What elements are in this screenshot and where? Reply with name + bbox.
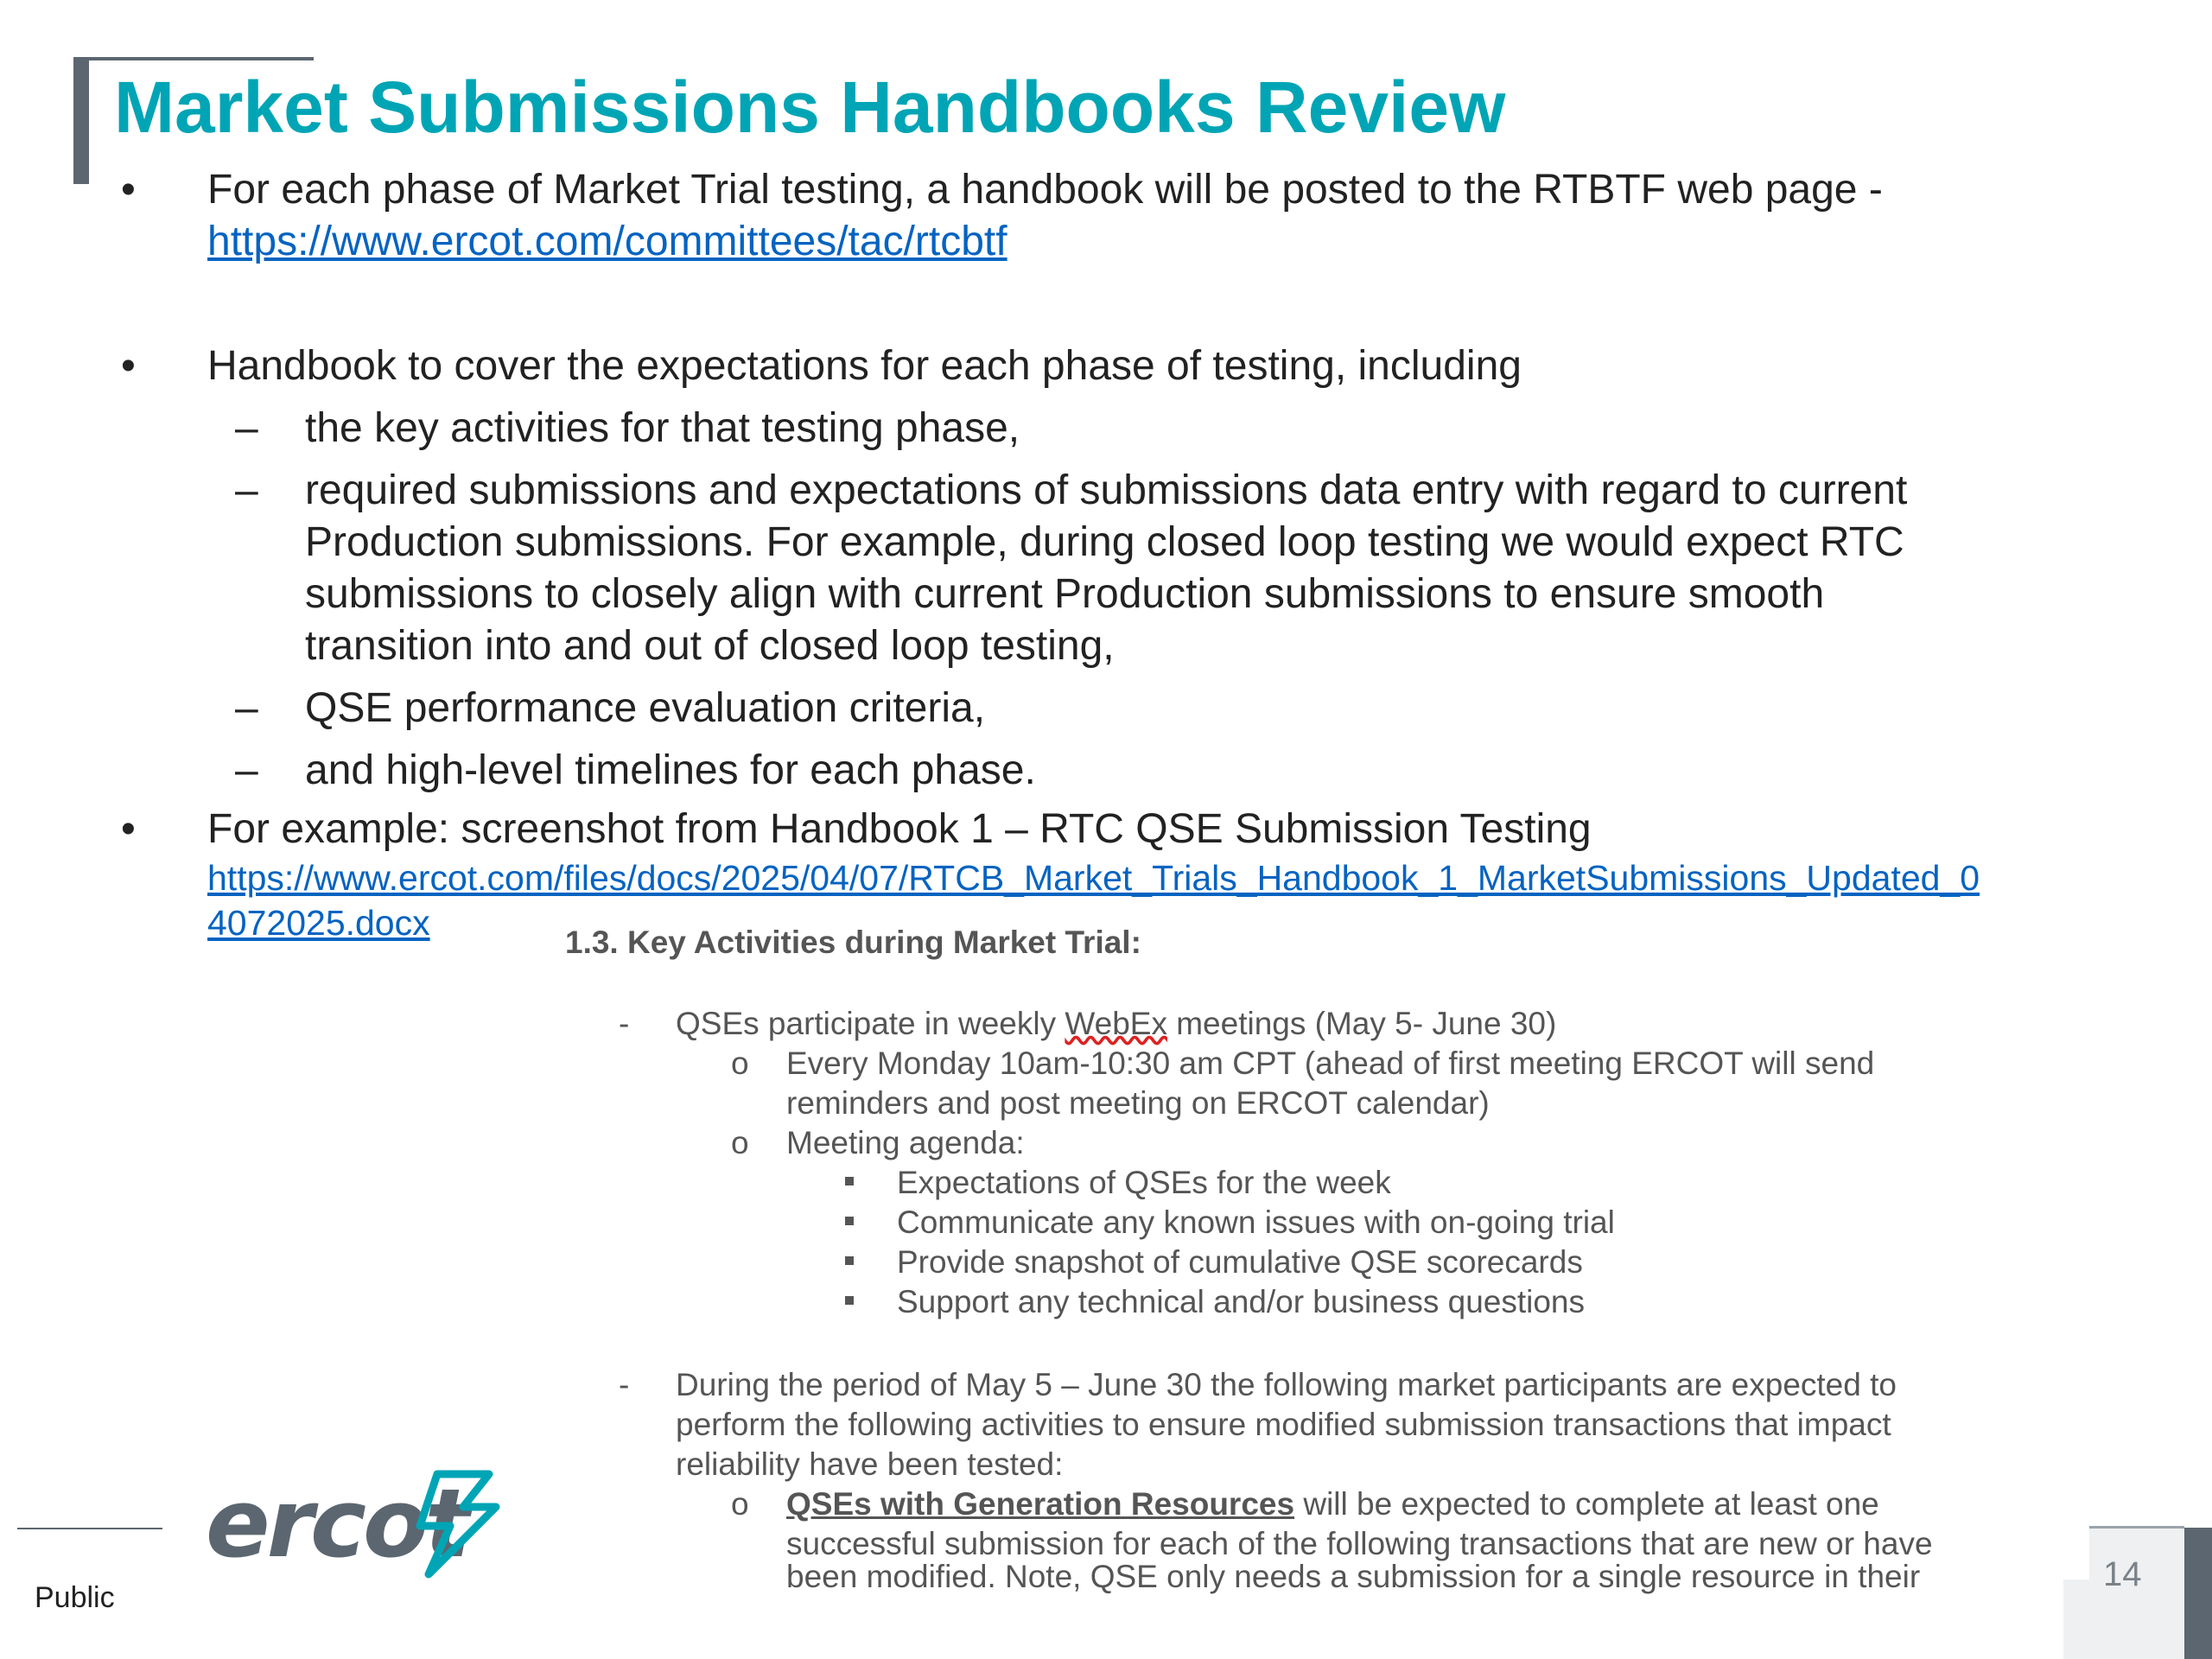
square-bullet <box>845 1296 854 1305</box>
square-bullet <box>845 1177 854 1185</box>
doc-text: will be expected to complete at least one <box>1294 1486 1879 1522</box>
circle-marker: o <box>731 1046 749 1081</box>
dash-marker: – <box>235 405 258 451</box>
sub-bullet-3-text: QSE performance evaluation criteria, <box>305 685 986 731</box>
page-number: 14 <box>2103 1555 2142 1593</box>
doc-sub-3-line-2: successful submission for each of the following transactions that are new or have <box>786 1526 1933 1561</box>
sub-bullet-2-line: Production submissions. For example, during closed loop testing we would expect RTC <box>305 519 1904 565</box>
agenda-item: Provide snapshot of cumulative QSE scorecards <box>897 1244 1583 1280</box>
doc-sub-1-line-2: reminders and post meeting on ERCOT calendar) <box>786 1085 1490 1121</box>
square-bullet <box>845 1256 854 1265</box>
bullet-marker: • <box>121 806 136 852</box>
bullet-3-text: For example: screenshot from Handbook 1 – RTC QSE Submission Testing <box>207 806 1592 852</box>
bullet-marker: • <box>121 167 136 213</box>
sub-bullet-2-line: submissions to closely align with current Production submissions to ensure smooth <box>305 571 1825 617</box>
doc-bold-text: QSEs with Generation Resources <box>786 1486 1295 1522</box>
bullet-2-text: Handbook to cover the expectations for each phase of testing, including <box>207 343 1522 389</box>
sub-bullet-4-text: and high-level timelines for each phase. <box>305 747 1036 793</box>
footer-divider <box>17 1528 162 1529</box>
sub-bullet-2-line: required submissions and expectations of submissions data entry with regard to current <box>305 467 1908 513</box>
dash-marker: - <box>619 1006 630 1041</box>
doc-text-misspelled: WebEx <box>1065 1006 1167 1041</box>
handbook-link-line: 4072025.docx <box>207 903 430 943</box>
dash-marker: – <box>235 685 258 731</box>
agenda-item: Support any technical and/or business questions <box>897 1284 1586 1319</box>
title-accent-bar <box>73 57 89 184</box>
handbook-screenshot <box>553 916 1970 1594</box>
sub-bullet-2-line: transition into and out of closed loop testing, <box>305 623 1115 669</box>
ercot-logo <box>206 1468 467 1579</box>
handbook-link-line: https://www.ercot.com/files/docs/2025/04/07/RTCB_Market_Trials_Handbook_1_MarketSubmissions_Updated_0 <box>207 858 1980 898</box>
logo-bolt-icon <box>403 1472 498 1576</box>
doc-text: meetings (May 5- June 30) <box>1166 1006 1557 1041</box>
dash-marker: – <box>235 747 258 793</box>
bullet-marker: • <box>121 343 136 389</box>
bullet-1-text: For each phase of Market Trial testing, a handbook will be posted to the RTBTF web page - <box>207 167 1883 213</box>
doc-item-2-line-1: During the period of May 5 – June 30 the following market participants are expected to <box>676 1367 1897 1402</box>
doc-sub-3-line-3: been modified. Note, QSE only needs a submission for a single resource in their <box>786 1559 1921 1594</box>
doc-heading: 1.3. Key Activities during Market Trial: <box>565 925 1141 960</box>
agenda-item: Expectations of QSEs for the week <box>897 1165 1391 1200</box>
doc-sub-1-line-1: Every Monday 10am-10:30 am CPT (ahead of first meeting ERCOT will send <box>786 1046 1875 1081</box>
doc-sub-3-line-1 <box>786 1484 1879 1524</box>
square-bullet <box>845 1217 854 1225</box>
circle-marker: o <box>731 1125 749 1160</box>
sub-bullet-2-text <box>305 465 2033 672</box>
dash-marker: - <box>619 1367 630 1402</box>
classification-label: Public <box>35 1581 115 1614</box>
doc-item-2-line-2: perform the following activities to ensure modified submission transactions that impact <box>676 1407 1891 1442</box>
page-number-rule <box>2089 1526 2184 1529</box>
dash-marker: – <box>235 467 258 513</box>
doc-sub-2: Meeting agenda: <box>786 1125 1025 1160</box>
doc-text: QSEs participate in weekly <box>676 1006 1065 1041</box>
doc-item-1 <box>676 1004 1556 1044</box>
agenda-item: Communicate any known issues with on-going trial <box>897 1205 1615 1240</box>
logo-wordmark: ercot <box>206 1468 467 1579</box>
rtcbtf-link[interactable]: https://www.ercot.com/committees/tac/rtcbtf <box>207 219 1007 264</box>
doc-item-2-line-3: reliability have been tested: <box>676 1446 1064 1482</box>
page-accent-strip <box>2184 1528 2212 1659</box>
slide-title: Market Submissions Handbooks Review <box>114 67 1506 148</box>
circle-marker: o <box>731 1486 749 1522</box>
sub-bullet-1-text: the key activities for that testing phase, <box>305 405 1020 451</box>
title-accent-line <box>73 57 314 60</box>
